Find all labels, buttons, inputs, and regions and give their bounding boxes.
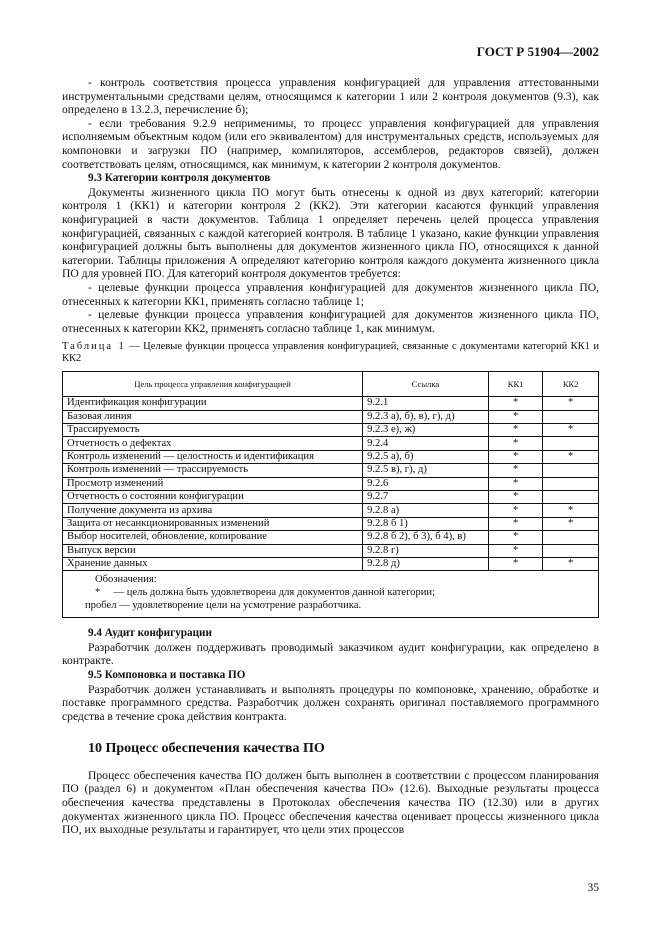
col-header-kk1: КК1: [488, 372, 543, 397]
table-row: [63, 544, 598, 557]
table-row: [63, 491, 598, 504]
table-row: [63, 531, 598, 544]
cell-kk1: *: [488, 544, 543, 557]
cell-kk2: [543, 477, 598, 490]
heading-9-4: 9.4 Аудит конфигурации: [88, 627, 212, 640]
table-row: [63, 424, 598, 437]
paragraph: Разработчик должен устанавливать и выполнять процедуры по компоновке, хранению, обработке и поставке программного средства. Разработчик должен сохранять оригинал поставляемого программного средства в течение срока действия контракта.: [62, 682, 599, 723]
table-row: [63, 450, 598, 463]
cell-goal: Трассируемость: [63, 424, 363, 437]
cell-ref: 9.2.8 г): [363, 544, 489, 557]
heading-9-5: 9.5 Компоновка и поставка ПО: [88, 668, 246, 681]
document-id-header: ГОСТ Р 51904—2002: [476, 44, 599, 59]
cell-kk1: *: [488, 477, 543, 490]
legend-title: Обозначения:: [95, 574, 157, 586]
cell-kk2: *: [543, 504, 598, 517]
cell-ref: 9.2.6: [363, 477, 489, 490]
col-header-ref: Ссылка: [363, 372, 489, 397]
paragraph: Процесс обеспечения качества ПО должен быть выполнен в соответствии с процессом планирования ПО (раздел 6) и документом «План обеспечения качества ПО» (12.6). Выходные результаты процесса обеспечения качества представлены в Протоколах обеспечения качества ПО (12.30) или в других документах жизненного цикла ПО. Процесс обеспечения качества оценивает процессы жизненного цикла ПО, их выходные результаты и гарантирует, что цели этих процессов: [62, 768, 599, 837]
paragraph: Разработчик должен поддерживать проводимый заказчиком аудит конфигурации, как определено в контракте.: [62, 640, 599, 668]
cell-ref: 9.2.8 б 2), б 3), б 4), в): [363, 531, 489, 544]
cell-goal: Защита от несанкционированных изменений: [63, 517, 363, 530]
cell-kk1: *: [488, 517, 543, 530]
cell-kk1: *: [488, 464, 543, 477]
table-1: [62, 371, 599, 618]
cell-kk1: *: [488, 504, 543, 517]
cell-kk2: *: [543, 557, 598, 570]
table-row: [63, 477, 598, 490]
heading-9-3: 9.3 Категории контроля документов: [88, 172, 271, 185]
cell-ref: 9.2.1: [363, 397, 489, 410]
cell-goal: Выпуск версии: [63, 544, 363, 557]
cell-kk2: *: [543, 424, 598, 437]
section-10-title: 10 Процесс обеспечения качества ПО: [88, 741, 325, 757]
cell-ref: 9.2.8 б 1): [363, 517, 489, 530]
cell-ref: 9.2.5 а), б): [363, 450, 489, 463]
paragraph: - если требования 9.2.9 неприменимы, то процесс управления конфигурацией для управления исполняемым объектным кодом (или его эквивалентом) для инструментальных средств, используемых для компоновки и загрузки ПО (например, компиляторов, ассемблеров, редакторов связей), должен соответствовать целям, относящимся, как минимум, к категории 2 контроля документов.: [62, 116, 599, 171]
cell-ref: 9.2.5 в), г), д): [363, 464, 489, 477]
cell-goal: Контроль изменений — трассируемость: [63, 464, 363, 477]
table-legend: [63, 571, 598, 617]
cell-goal: Просмотр изменений: [63, 477, 363, 490]
table-grid: [63, 372, 598, 571]
page-number: 35: [587, 882, 599, 894]
cell-ref: 9.2.3 е), ж): [363, 424, 489, 437]
cell-ref: 9.2.8 а): [363, 504, 489, 517]
cell-ref: 9.2.8 д): [363, 557, 489, 570]
cell-kk2: [543, 531, 598, 544]
table-caption-text: — Целевые функции процесса управления конфигурацией, связанные с документами категорий КК1 и КК2: [62, 341, 599, 365]
cell-goal: Хранение данных: [63, 557, 363, 570]
cell-goal: Получение документа из архива: [63, 504, 363, 517]
cell-ref: 9.2.3 а), б), в), г), д): [363, 410, 489, 423]
legend-star: * — цель должна быть удовлетворена для документов данной категории;: [95, 586, 436, 598]
paragraph: - целевые функции процесса управления конфигурацией для документов жизненного цикла ПО, отнесенных к категории КК1, применять согласно таблице 1;: [62, 280, 599, 308]
paragraph: - целевые функции процесса управления конфигурацией для документов жизненного цикла ПО, отнесенных к категории КК2, применять согласно таблице 1, как минимум.: [62, 308, 599, 335]
cell-kk2: *: [543, 397, 598, 410]
col-header-goal: Цель процесса управления конфигурацией: [63, 372, 363, 397]
cell-kk1: *: [488, 424, 543, 437]
cell-goal: Отчетность о дефектах: [63, 437, 363, 450]
table-row: [63, 504, 598, 517]
cell-goal: Идентификация конфигурации: [63, 397, 363, 410]
table-row: [63, 410, 598, 423]
paragraph: Документы жизненного цикла ПО могут быть отнесены к одной из двух категорий: категории контроля 1 (КК1) и категории контроля 2 (КК2). Эти категории касаются функций управления конфигурацией в части документов. Таблица 1 определяет перечень целей процесса управления конфигурацией, связанных с каждой категорией контроля. В таблице 1 указано, какие функции управления конфигурацией должны быть выполнены для документов жизненного цикла ПО, относящихся к данной категории. Таблицы приложения А определяют категорию контроля каждого документа жизненного цикла ПО для уровней ПО. Для категорий контроля документов требуется:: [62, 185, 599, 281]
cell-kk2: [543, 544, 598, 557]
cell-kk1: *: [488, 491, 543, 504]
table-header-row: [63, 372, 598, 397]
cell-ref: 9.2.4: [363, 437, 489, 450]
cell-kk1: *: [488, 531, 543, 544]
paragraph: - контроль соответствия процесса управления конфигурацией для управления аттестованными инструментальными средствами целям, относящимся к категории 1 или 2 контроля документов (9.3), как определено в 13.2.3, перечисление б);: [62, 76, 599, 117]
cell-goal: Контроль изменений — целостность и идентификация: [63, 450, 363, 463]
table-row: [63, 557, 598, 570]
cell-kk2: *: [543, 517, 598, 530]
table-body: [63, 397, 598, 571]
cell-goal: Выбор носителей, обновление, копирование: [63, 531, 363, 544]
cell-kk2: [543, 410, 598, 423]
cell-kk2: [543, 464, 598, 477]
cell-kk2: *: [543, 450, 598, 463]
cell-ref: 9.2.7: [363, 491, 489, 504]
table-row: [63, 397, 598, 410]
cell-kk1: *: [488, 397, 543, 410]
table-row: [63, 464, 598, 477]
table-caption: [62, 341, 599, 365]
cell-kk1: *: [488, 437, 543, 450]
table-row: [63, 517, 598, 530]
cell-kk1: *: [488, 450, 543, 463]
cell-goal: Базовая линия: [63, 410, 363, 423]
legend-blank: пробел — удовлетворение цели на усмотрение разработчика.: [85, 599, 362, 611]
cell-kk1: *: [488, 557, 543, 570]
cell-kk1: *: [488, 410, 543, 423]
cell-kk2: [543, 491, 598, 504]
table-caption-label: Таблица 1: [62, 341, 126, 353]
table-row: [63, 437, 598, 450]
col-header-kk2: КК2: [543, 372, 598, 397]
cell-kk2: [543, 437, 598, 450]
page-content: [62, 76, 599, 837]
cell-goal: Отчетность о состоянии конфигурации: [63, 491, 363, 504]
